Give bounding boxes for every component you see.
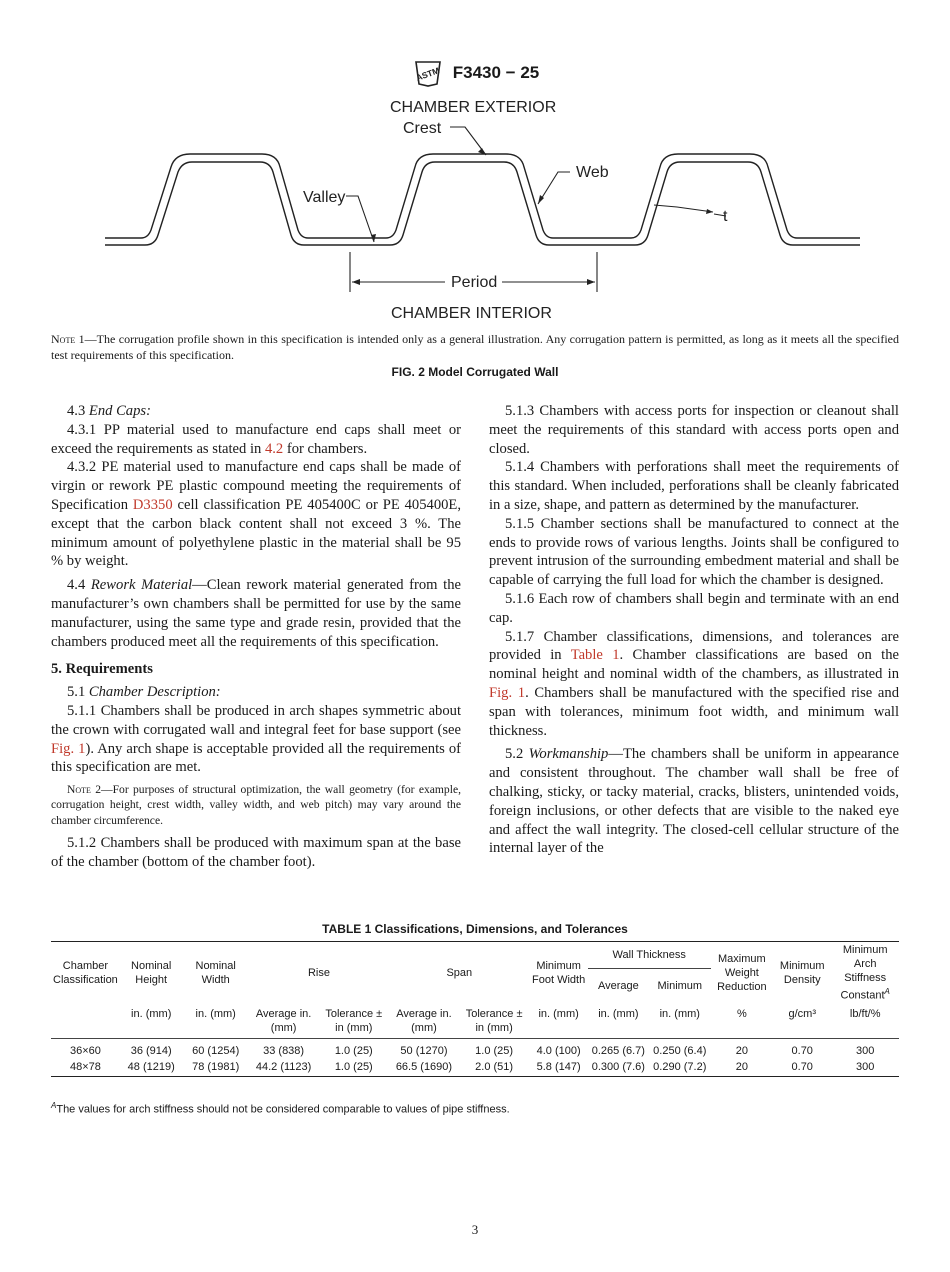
unit-empty xyxy=(51,1004,120,1039)
unit-span-tol: Tolerance ± in (mm) xyxy=(459,1004,530,1039)
cell-wall-min: 0.250 (6.4) xyxy=(653,1044,707,1057)
designation: F3430 − 25 xyxy=(452,63,540,82)
section-title: Rework Material xyxy=(90,577,193,594)
th-rise: Rise xyxy=(249,942,389,1004)
th-wall-avg: Average xyxy=(588,968,649,1003)
section-title: End Caps: xyxy=(88,403,151,419)
cell-classification: 48×78 xyxy=(51,1059,120,1077)
label-period: Period xyxy=(451,274,498,291)
figure-note xyxy=(51,331,899,363)
th-width: Nominal Width xyxy=(183,942,249,1004)
cell-wall-avg: 0.300 (7.6) xyxy=(588,1059,649,1077)
section-5-1-5: 5.1.5 Chamber sections shall be manufactured to connect at the ends to provide rows of various lengths. Joints shall be configured to prevent intrusion of the surrounding embedment material and shall be capable of carrying the full load for which the chamber is designed. xyxy=(489,515,899,589)
text: 4.3.1 PP material used to manufacture end caps shall meet or exceed the requirements as stated in xyxy=(51,421,461,457)
section-4-3-2 xyxy=(51,458,461,571)
ref-link-d3350[interactable]: D3350 xyxy=(132,496,173,513)
note1-label: Note 1 xyxy=(51,332,85,346)
cell-stiffness: 300 xyxy=(856,1044,875,1057)
table-units-row xyxy=(51,1004,899,1039)
table-row xyxy=(51,1059,899,1077)
figure-caption: FIG. 2 Model Corrugated Wall xyxy=(391,365,559,379)
th-foot: Minimum Foot Width xyxy=(529,942,587,1004)
text: cell classification PE 405400C or PE 405400E, except that the carbon black content shall not exceed 3 %. The minimum amount of polyethylene plastic in the material shall be 95 % by weight. xyxy=(51,496,461,570)
unit-density: g/cm³ xyxy=(773,1004,831,1039)
section-5-1-6: 5.1.6 Each row of chambers shall begin and terminate with an end cap. xyxy=(489,590,899,626)
section-5-1-1 xyxy=(51,702,461,777)
section-title: Chamber Description: xyxy=(88,684,221,701)
section-5-2 xyxy=(489,745,899,858)
table-footnote xyxy=(51,1101,510,1116)
classifications-table xyxy=(51,941,899,1077)
th-classification: Chamber Classification xyxy=(51,942,120,1004)
cell-height: 36 (914) xyxy=(130,1044,172,1057)
text: . Chamber classifications are based on the nominal height and nominal width of the chambers, as illustrated in xyxy=(489,647,899,683)
label-valley: Valley xyxy=(303,189,346,206)
cell-foot: 4.0 (100) xyxy=(536,1044,581,1057)
note1-text: —The corrugation profile shown in this specification is intended only as a general illustration. Any corrugation pattern is permitted, as long as it meets all the specified test requirements of this specification. xyxy=(51,332,899,362)
th-wall: Wall Thickness xyxy=(588,942,711,969)
cell-span-tol: 1.0 (25) xyxy=(475,1044,514,1057)
th-wall-min: Minimum xyxy=(649,968,711,1003)
cell-rise-avg: 33 (838) xyxy=(263,1044,305,1057)
unit-height: in. (mm) xyxy=(120,1004,183,1039)
label-chamber-interior: CHAMBER INTERIOR xyxy=(391,305,552,322)
th-density: Minimum Density xyxy=(773,942,831,1004)
cell-weight: 20 xyxy=(711,1059,773,1077)
cell-width: 78 (1981) xyxy=(183,1059,249,1077)
cell-span-avg: 50 (1270) xyxy=(400,1044,448,1057)
section-4-4 xyxy=(51,576,461,651)
unit-span-avg: Average in. (mm) xyxy=(389,1004,459,1039)
left-column xyxy=(51,402,461,871)
page-number: 3 xyxy=(471,1222,479,1237)
cell-width: 60 (1254) xyxy=(192,1044,240,1057)
cell-height: 48 (1219) xyxy=(120,1059,183,1077)
cell-rise-tol: 1.0 (25) xyxy=(334,1044,373,1057)
section-number: 5.1 xyxy=(67,684,86,701)
unit-wall-avg: in. (mm) xyxy=(588,1004,649,1039)
unit-rise-avg: Average in. (mm) xyxy=(249,1004,319,1039)
astm-logo-text: ASTM xyxy=(414,65,441,83)
section-5-1-3: 5.1.3 Chambers with access ports for inspection or cleanout shall meet the requirements of this standard with access ports open and closed. xyxy=(489,403,899,457)
section-number: 4.3 xyxy=(67,403,86,419)
stiffness-label: Minimum Arch Stiffness Constant xyxy=(840,944,888,1002)
text: 5.1.1 Chambers shall be produced in arch shapes symmetric about the crown with corrugated wall and integral feet for base support (see xyxy=(51,702,461,738)
section-5-1-4: 5.1.4 Chambers with perforations shall meet the requirements of this standard. When included, perforations shall be cleanly fabricated in a size, shape, and pattern as determined by the manufacturer. xyxy=(489,459,899,513)
table-header-row xyxy=(51,942,899,969)
ref-link-fig-1[interactable]: Fig. 1 xyxy=(51,740,86,757)
section-number: 4.4 xyxy=(67,577,86,594)
text: 5.1.7 Chamber classifications, dimensions, and tolerances are provided in xyxy=(489,628,899,664)
cell-classification: 36×60 xyxy=(69,1044,101,1057)
text: . Chambers shall be manufactured with the specified rise and span with tolerances, minimum foot width, and minimum wall thickness. xyxy=(489,684,899,739)
text: for chambers. xyxy=(283,440,368,457)
leader-lines xyxy=(346,127,726,242)
section-5-1-2: 5.1.2 Chambers shall be produced with maximum span at the base of the chamber (bottom of the chamber foot). xyxy=(51,834,461,870)
corrugated-wall-figure xyxy=(100,92,860,324)
astm-logo-icon xyxy=(411,58,445,88)
text: —Clean rework material generated from the manufacturer’s own chambers shall be permitted for use by the same manufacturer, using the same type and grade resin, provided that the chambers produced meet all the requirements of this specification. xyxy=(51,577,461,650)
cell-weight: 20 xyxy=(735,1044,748,1057)
note-2 xyxy=(51,782,461,828)
unit-stiffness: lb/ft/% xyxy=(831,1004,899,1039)
section-title: Workmanship xyxy=(528,746,609,763)
label-t: t xyxy=(723,208,728,225)
footnote-mark: A xyxy=(884,987,890,996)
cell-wall-avg: 0.265 (6.7) xyxy=(591,1044,645,1057)
th-height: Nominal Height xyxy=(120,942,183,1004)
ref-link-fig-1[interactable]: Fig. 1 xyxy=(489,684,526,701)
text: —The chambers shall be uniform in appearance and consistent throughout. The chamber wall shall be free of chalking, sticky, or tacky material, cracks, blisters, unintended voids, foreign inclusions, or other defects that are visible to the naked eye and affect the wall integrity. The closed-cell cellular structure of the internal layer of the xyxy=(489,746,899,857)
label-chamber-exterior: CHAMBER EXTERIOR xyxy=(390,99,557,116)
note2-label: Note 2 xyxy=(67,783,102,797)
page-header xyxy=(0,58,950,88)
table-caption: TABLE 1 Classifications, Dimensions, and Tolerances xyxy=(322,922,628,936)
section-number: 5.2 xyxy=(505,746,524,763)
text: 4.3.2 PE material used to manufacture end caps shall be made of virgin or rework PE plastic compound meeting the requirements of Specification xyxy=(51,459,461,513)
cell-foot: 5.8 (147) xyxy=(529,1059,587,1077)
unit-foot: in. (mm) xyxy=(529,1004,587,1039)
section-5-1-7 xyxy=(489,628,899,741)
section-5-heading: 5. Requirements xyxy=(51,661,153,678)
th-span: Span xyxy=(389,942,529,1004)
cell-stiffness: 300 xyxy=(831,1059,899,1077)
corrugation-profile xyxy=(105,154,860,245)
section-5-1 xyxy=(51,683,461,702)
right-column xyxy=(489,402,899,858)
unit-rise-tol: Tolerance ± in (mm) xyxy=(318,1004,389,1039)
ref-link-table-1[interactable]: Table 1 xyxy=(570,647,620,664)
note2-text: —For purposes of structural optimization, the wall geometry (for example, corrugation height, crest width, valley width, and web pitch) may vary around the chamber circumference. xyxy=(51,783,461,827)
cell-rise-tol: 1.0 (25) xyxy=(318,1059,389,1077)
footnote-mark: A xyxy=(51,1101,57,1110)
cell-rise-avg: 44.2 (1123) xyxy=(249,1059,319,1077)
ref-link-4-2[interactable]: 4.2 xyxy=(264,440,284,457)
table-row xyxy=(51,1038,899,1059)
text: ). Any arch shape is acceptable provided all the requirements of this specification are met. xyxy=(51,740,462,776)
label-web: Web xyxy=(576,164,609,181)
cell-span-avg: 66.5 (1690) xyxy=(389,1059,459,1077)
unit-wall-min: in. (mm) xyxy=(649,1004,711,1039)
section-4-3 xyxy=(51,402,461,421)
label-crest: Crest xyxy=(403,120,442,137)
section-4-3-1 xyxy=(51,421,461,459)
cell-density: 0.70 xyxy=(773,1059,831,1077)
th-weight: Maximum Weight Reduction xyxy=(711,942,773,1004)
cell-density: 0.70 xyxy=(791,1044,813,1057)
cell-span-tol: 2.0 (51) xyxy=(459,1059,530,1077)
th-stiffness xyxy=(831,942,899,1004)
cell-wall-min: 0.290 (7.2) xyxy=(649,1059,711,1077)
footnote-text: The values for arch stiffness should not be considered comparable to values of pipe stiffness. xyxy=(56,1103,510,1116)
unit-width: in. (mm) xyxy=(183,1004,249,1039)
unit-weight: % xyxy=(711,1004,773,1039)
